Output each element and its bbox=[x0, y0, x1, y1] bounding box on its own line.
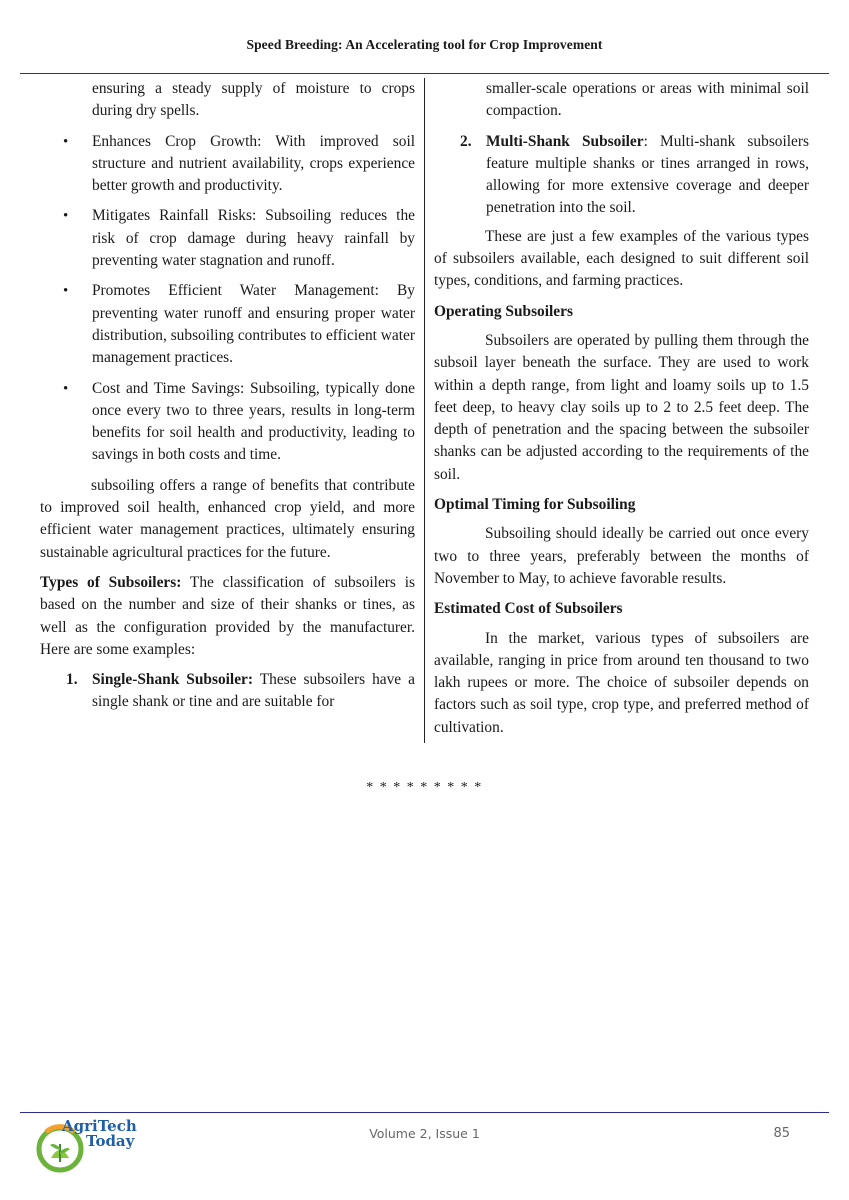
column-divider bbox=[424, 78, 425, 743]
end-separator: * * * * * * * * * bbox=[366, 780, 483, 795]
types-text: The classification of subsoilers is based on the number and size of their shanks or tines, as well as the configuration provided by the manufacturer. Here are some examples: bbox=[40, 573, 415, 658]
examples-paragraph: These are just a few examples of the various types of subsoilers available, each designed to suit different soil types, conditions, and farming practices. bbox=[434, 227, 809, 290]
types-paragraph bbox=[40, 572, 415, 661]
logo-line-1: AgriTech bbox=[62, 1117, 137, 1135]
summary-paragraph: subsoiling offers a range of benefits that contribute to improved soil health, enhanced crop yield, and more efficient water management practices, ultimately ensuring sustainable agricultural practices for the future. bbox=[40, 476, 415, 561]
list-item bbox=[40, 669, 415, 714]
subsoiler-types-list bbox=[40, 669, 415, 714]
logo-line-2: Today bbox=[86, 1132, 135, 1150]
bullet-text: Mitigates Rainfall Risks: Subsoiling reduces the risk of crop damage during heavy rainfall by preventing water stagnation and runoff. bbox=[92, 207, 415, 270]
operating-paragraph: Subsoilers are operated by pulling them through the subsoil layer beneath the surface. They are used to work within a depth range, from light and loamy soils up to 1.5 feet deep, to heavy clay soils up to 2 to 2.5 feet deep. The depth of penetration and the spacing between the subsoiler shanks can be adjusted according to the requirements of the soil. bbox=[434, 331, 809, 483]
bullet-continuation: ensuring a steady supply of moisture to crops during dry spells. bbox=[92, 80, 415, 120]
bullet-icon: • bbox=[63, 133, 69, 150]
item-title: Single-Shank Subsoiler: bbox=[92, 671, 253, 689]
list-item bbox=[434, 131, 809, 220]
section-heading-timing: Optimal Timing for Subsoiling bbox=[434, 496, 636, 514]
running-title: Speed Breeding: An Accelerating tool for Crop Improvement bbox=[246, 37, 603, 52]
page-number: 85 bbox=[773, 1126, 790, 1141]
list-item bbox=[40, 131, 415, 198]
item-text: These subsoilers have a single shank or tine and are suitable for bbox=[92, 671, 415, 711]
types-heading: Types of Subsoilers: bbox=[40, 573, 182, 591]
footer-rule bbox=[20, 1112, 829, 1113]
subsoiler-types-list-continued bbox=[434, 131, 809, 220]
bullet-text: Enhances Crop Growth: With improved soil structure and nutrient availability, crops experience better growth and productivity. bbox=[92, 132, 415, 195]
left-column bbox=[40, 78, 415, 720]
bullet-icon: • bbox=[63, 208, 69, 225]
section-heading-cost: Estimated Cost of Subsoilers bbox=[434, 600, 623, 618]
bullet-text: Promotes Efficient Water Management: By preventing water runoff and ensuring proper water distribution, subsoiling contributes to efficient water management practices. bbox=[92, 282, 415, 367]
right-column bbox=[434, 78, 809, 747]
item-number: 1. bbox=[66, 671, 78, 689]
timing-paragraph: Subsoiling should ideally be carried out once every two to three years, preferably between the months of November to May, to achieve favorable results. bbox=[434, 525, 809, 587]
bullet-text: Cost and Time Savings: Subsoiling, typically done once every two to three years, results in long-term benefits for soil health and productivity, leading to savings in both costs and time. bbox=[92, 379, 415, 464]
section-heading-operating: Operating Subsoilers bbox=[434, 302, 573, 320]
benefits-list bbox=[40, 131, 415, 467]
cost-paragraph: In the market, various types of subsoilers are available, ranging in price from around ten thousand to two lakh rupees or more. The choice of subsoiler depends on factors such as soil type, crop type, and preferred method of cultivation. bbox=[434, 629, 809, 736]
list-item bbox=[40, 205, 415, 272]
header-rule bbox=[20, 73, 829, 74]
item-text: : Multi-shank subsoilers feature multiple shanks or tines arranged in rows, allowing for more extensive coverage and deeper penetration into the soil. bbox=[486, 132, 809, 217]
bullet-icon: • bbox=[63, 283, 69, 300]
item-title: Multi-Shank Subsoiler bbox=[486, 132, 644, 150]
bullet-icon: • bbox=[63, 380, 69, 397]
item-continuation: smaller-scale operations or areas with minimal soil compaction. bbox=[486, 80, 809, 120]
list-item bbox=[40, 378, 415, 467]
item-number: 2. bbox=[460, 132, 472, 150]
volume-issue: Volume 2, Issue 1 bbox=[369, 1126, 480, 1141]
list-item bbox=[40, 280, 415, 369]
